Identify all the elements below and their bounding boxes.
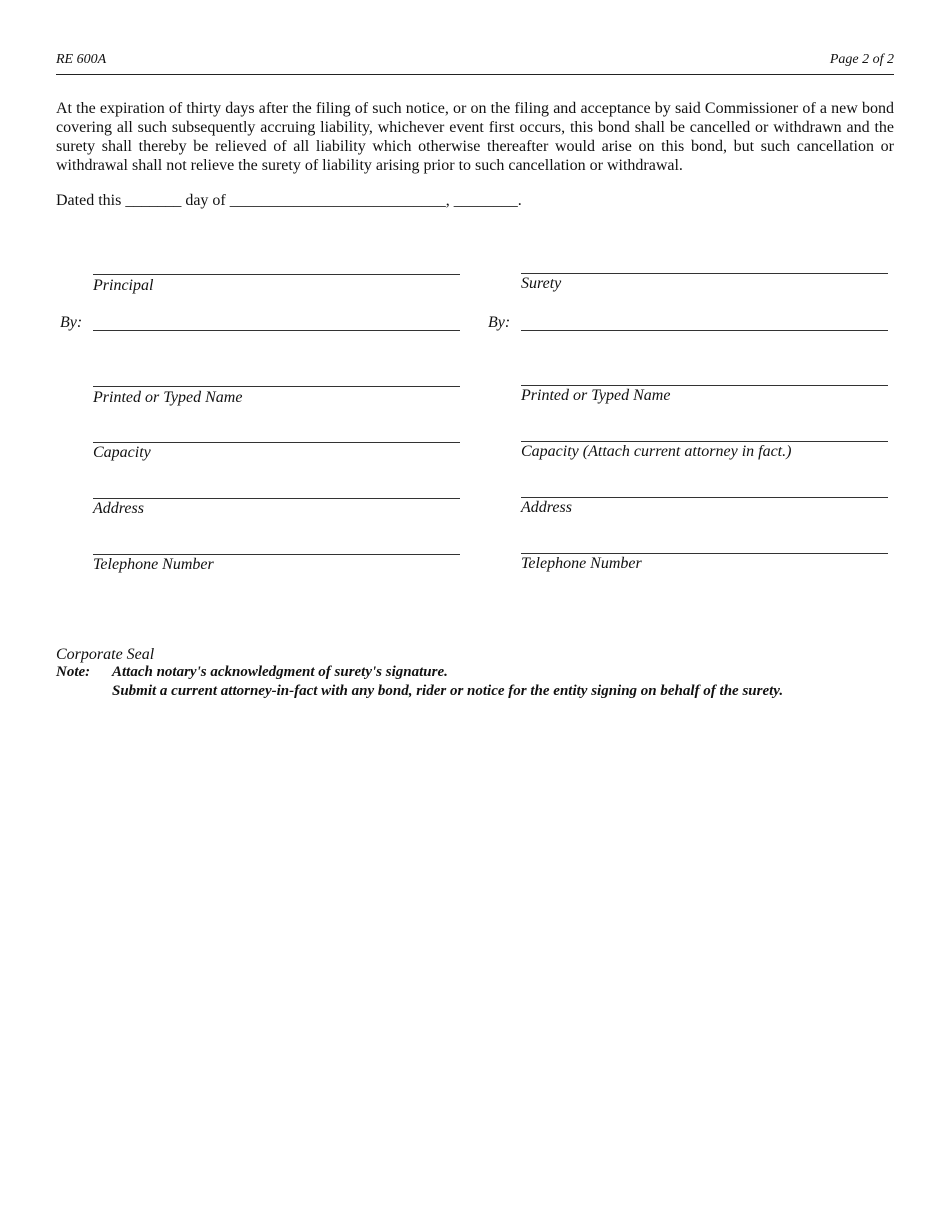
surety-capacity-line[interactable] [521, 441, 888, 442]
note-line-1: Attach notary's acknowledgment of surety's signature. [112, 664, 448, 680]
corporate-seal-label: Corporate Seal [56, 646, 155, 663]
surety-name-label: Printed or Typed Name [521, 387, 671, 404]
principal-capacity-label: Capacity [93, 444, 151, 461]
surety-address-line[interactable] [521, 497, 888, 498]
principal-by-line[interactable] [93, 330, 460, 331]
surety-by-label: By: [488, 314, 511, 331]
surety-name-line[interactable] [521, 385, 888, 386]
principal-name-label: Printed or Typed Name [93, 389, 243, 406]
surety-signature-line[interactable] [521, 273, 888, 274]
surety-label: Surety [521, 275, 562, 292]
principal-telephone-label: Telephone Number [93, 556, 214, 573]
principal-address-label: Address [93, 500, 144, 517]
principal-by-label: By: [60, 314, 83, 331]
principal-signature-line[interactable] [93, 274, 460, 275]
principal-capacity-line[interactable] [93, 442, 460, 443]
form-id: RE 600A [56, 52, 107, 67]
principal-label: Principal [93, 277, 154, 294]
cancellation-paragraph: At the expiration of thirty days after the filing of such notice, or on the filing and acceptance by said Commissioner of a new bond covering all such subsequently accruing liability, whichever event first occurs, this bond shall be cancelled or withdrawn and the surety shall thereby be relieved of all liability which otherwise thereafter would arise on this bond, but such cancellation or withdrawal shall not relieve the surety of liability arising prior to such cancellation or withdrawal. [56, 100, 894, 174]
principal-address-line[interactable] [93, 498, 460, 499]
surety-telephone-label: Telephone Number [521, 555, 642, 572]
surety-by-line[interactable] [521, 330, 888, 331]
surety-address-label: Address [521, 499, 572, 516]
surety-telephone-line[interactable] [521, 553, 888, 554]
dated-line: Dated this _______ day of ___________________________, ________. [56, 192, 522, 209]
principal-telephone-line[interactable] [93, 554, 460, 555]
principal-name-line[interactable] [93, 386, 460, 387]
page-number: Page 2 of 2 [829, 52, 894, 67]
surety-capacity-label: Capacity (Attach current attorney in fact.) [521, 443, 792, 460]
note-label: Note: [56, 664, 91, 680]
page-header [56, 52, 894, 75]
note-line-2: Submit a current attorney-in-fact with any bond, rider or notice for the entity signing on behalf of the surety. [112, 683, 784, 699]
